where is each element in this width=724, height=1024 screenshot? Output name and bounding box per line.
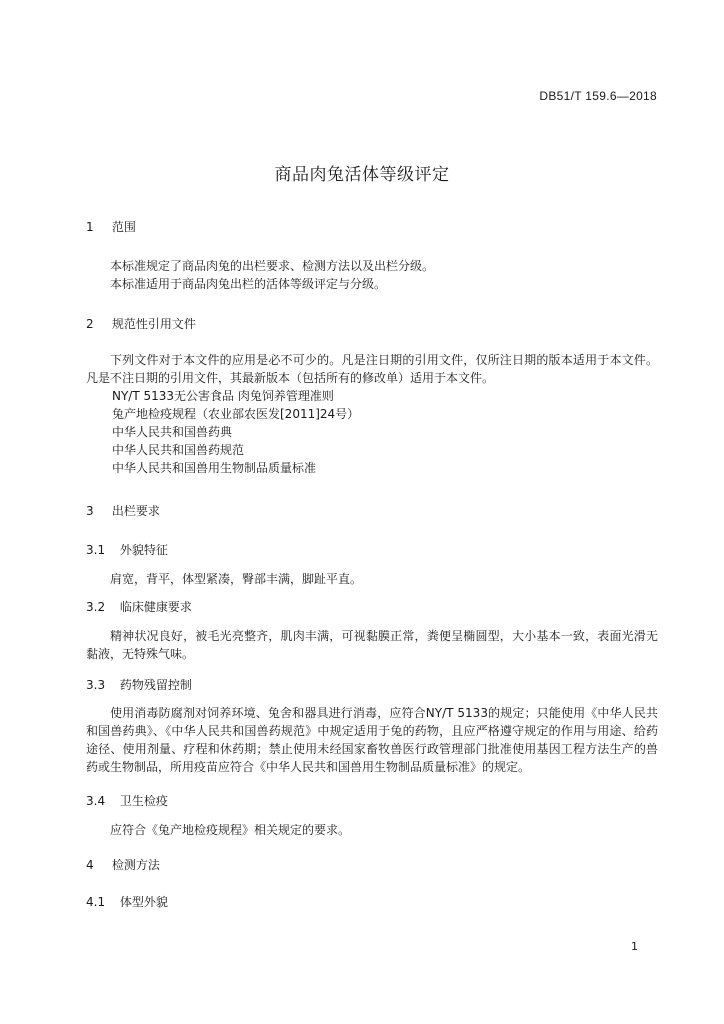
paragraph: 本标准适用于商品肉兔出栏的活体等级评定与分级。 xyxy=(110,277,387,291)
paragraph: 下列文件对于本文件的应用是必不可少的。凡是注日期的引用文件，仅所注日期的版本适用于本文件。凡是不注日期的引用文件，其最新版本（包括所有的修改单）适用于本文件。 xyxy=(86,353,658,385)
section-3-heading xyxy=(86,502,658,520)
document-title: 商品肉兔活体等级评定 xyxy=(274,165,450,185)
section-1-body xyxy=(86,257,658,293)
section-2-heading xyxy=(86,315,658,333)
section-number: 4 xyxy=(86,858,94,872)
section-number: 2 xyxy=(86,317,94,331)
section-number: 3.4 xyxy=(86,794,106,808)
section-3-1-body xyxy=(86,570,658,588)
paragraph: 肩宽，背平，体型紧凑，臀部丰满，脚趾平直。 xyxy=(110,572,363,586)
section-title: 药物残留控制 xyxy=(119,678,192,692)
standard-code: DB51/T 159.6—2018 xyxy=(539,89,657,103)
section-number: 3.2 xyxy=(86,600,106,614)
section-title: 体型外貌 xyxy=(119,895,168,909)
section-1-heading xyxy=(86,218,658,236)
reference-item: NY/T 5133无公害食品 肉兔饲养管理准则 xyxy=(112,389,334,403)
paragraph: 使用消毒防腐剂对饲养环境、兔舍和器具进行消毒，应符合NY/T 5133的规定；只能使用《中华人民共和国兽药典》、《中华人民共和国兽药规范》中规定适用于兔的药物，且应严格遵守规定的作用与用途、给药途径、使用剂量、疗程和休药期；禁止使用未经国家畜牧兽医行政管理部门批准使用基因工程方法生产的兽药或生物制品，所用疫苗应符合《中华人民共和国兽用生物制品质量标准》的规定。 xyxy=(86,706,658,774)
section-number: 4.1 xyxy=(86,895,106,909)
section-number: 3 xyxy=(86,504,94,518)
section-3-2-heading xyxy=(86,598,658,616)
section-title: 外貌特征 xyxy=(119,543,168,557)
section-title: 规范性引用文件 xyxy=(111,317,196,331)
section-title: 出栏要求 xyxy=(111,504,160,518)
section-title: 卫生检疫 xyxy=(119,794,168,808)
paragraph: 应符合《兔产地检疫规程》相关规定的要求。 xyxy=(110,823,351,837)
section-3-4-body xyxy=(86,821,658,839)
section-3-2-body xyxy=(86,627,658,663)
section-number: 3.3 xyxy=(86,678,106,692)
section-4-1-heading xyxy=(86,893,658,911)
reference-item: 中华人民共和国兽药典 xyxy=(112,425,233,439)
section-title: 检测方法 xyxy=(111,858,160,872)
reference-item: 中华人民共和国兽用生物制品质量标准 xyxy=(112,461,317,475)
section-3-3-body xyxy=(86,704,658,776)
section-2-body xyxy=(86,351,658,477)
section-number: 3.1 xyxy=(86,543,106,557)
section-3-3-heading xyxy=(86,676,658,694)
section-number: 1 xyxy=(86,220,94,234)
section-3-4-heading xyxy=(86,792,658,810)
section-title: 临床健康要求 xyxy=(119,600,192,614)
section-3-1-heading xyxy=(86,541,658,559)
section-title: 范围 xyxy=(111,220,136,234)
reference-item: 兔产地检疫规程（农业部农医发[2011]24号） xyxy=(112,407,360,421)
paragraph: 本标准规定了商品肉兔的出栏要求、检测方法以及出栏分级。 xyxy=(110,259,435,273)
paragraph: 精神状况良好，被毛光亮整齐，肌肉丰满，可视黏膜正常，粪便呈椭圆型，大小基本一致，表面光滑无黏液，无特殊气味。 xyxy=(86,629,658,661)
reference-item: 中华人民共和国兽药规范 xyxy=(112,443,245,457)
section-4-heading xyxy=(86,856,658,874)
page-number: 1 xyxy=(631,940,638,953)
